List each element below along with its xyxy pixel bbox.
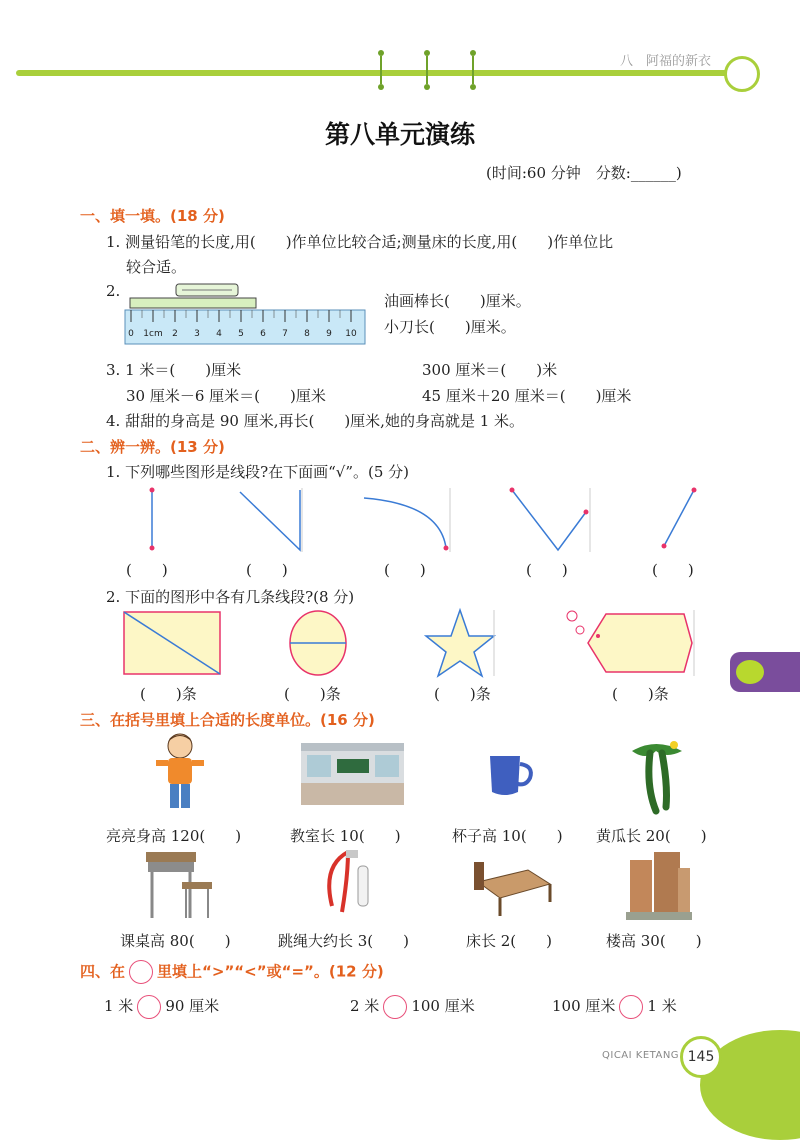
question-1-3b: 300 厘米＝( )米 [422,361,558,379]
unit-q-building: 楼高 30( ) [606,932,702,950]
unit-q-bed: 床长 2( ) [466,932,553,950]
compare-left: 1 米 [104,997,134,1015]
answer-2-2-a[interactable]: ( )条 [140,685,197,703]
unit-q-classroom: 教室长 10( ) [290,827,401,845]
question-1-2-num: 2. [106,282,121,300]
ruler-label: 5 [238,329,244,339]
section-heading-1: 一、填一填。(18 分) [80,207,225,225]
question-1-2b: 小刀长( )厘米。 [384,318,516,336]
answer-2-2-b[interactable]: ( )条 [284,685,341,703]
cucumber-image [626,737,688,815]
question-1-1: 1. 测量铅笔的长度,用( )作单位比较合适;测量床的长度,用( )作单位比 [106,233,614,251]
unit-q-cucumber: 黄瓜长 20( ) [596,827,707,845]
classroom-image [301,743,404,805]
answer-2-2-d[interactable]: ( )条 [612,685,669,703]
answer-2-1-e[interactable]: ( ) [652,561,694,579]
ruler-label: 6 [260,329,266,339]
section-heading-4 [80,960,384,984]
compare-item [104,995,219,1019]
chapter-title: 八 阿福的新衣 [620,54,712,69]
ruler-label: 1cm [143,329,163,339]
answer-2-1-c[interactable]: ( ) [384,561,426,579]
ruler-label: 2 [172,329,178,339]
compare-right: 1 米 [647,997,677,1015]
ruler-label: 4 [216,329,222,339]
question-1-1-cont: 较合适。 [126,258,187,276]
line-segment-figures [120,484,720,556]
unit-q-desk: 课桌高 80( ) [120,932,231,950]
ruler-figure [124,280,369,346]
compare-right: 90 厘米 [165,997,220,1015]
section-heading-2: 二、辨一辨。(13 分) [80,438,225,456]
compare-item [350,995,475,1019]
frog-icon [736,660,764,684]
ruler-label: 8 [304,329,310,339]
answer-2-1-b[interactable]: ( ) [246,561,288,579]
question-2-1: 1. 下列哪些图形是线段?在下面画“√”。(5 分) [106,463,410,481]
ruler-label: 10 [345,329,357,339]
unit-q-rope: 跳绳大约长 3( ) [278,932,410,950]
answer-2-2-c[interactable]: ( )条 [434,685,491,703]
section-4-heading-a: 四、在 [80,962,126,981]
jump-rope-image [318,846,380,920]
unit-q-cup: 杯子高 10( ) [452,827,563,845]
answer-2-1-a[interactable]: ( ) [126,561,168,579]
ruler-label: 3 [194,329,200,339]
cup-image [484,752,540,798]
ruler-label: 9 [326,329,332,339]
compare-left: 2 米 [350,997,380,1015]
question-1-2a: 油画棒长( )厘米。 [384,292,531,310]
compare-circle-icon [129,960,153,984]
answer-2-1-d[interactable]: ( ) [526,561,568,579]
question-2-2: 2. 下面的图形中各有几条线段?(8 分) [106,588,355,606]
desk-image [144,850,214,922]
question-1-4: 4. 甜甜的身高是 90 厘米,再长( )厘米,她的身高就是 1 米。 [106,412,525,430]
ruler-label: 0 [128,329,134,339]
count-segments-figures [118,606,698,678]
binder-peg-icon [470,50,476,90]
binder-peg-icon [378,50,384,90]
header-rule [16,70,738,76]
ruler-label: 7 [282,329,288,339]
question-1-3d: 45 厘米＋20 厘米＝( )厘米 [422,387,632,405]
compare-answer-circle[interactable] [137,995,161,1019]
mascot-icon [724,56,760,92]
question-1-3c: 30 厘米－6 厘米＝( )厘米 [126,387,326,405]
compare-right: 100 厘米 [411,997,475,1015]
page-title: 第八单元演练 [324,120,475,149]
unit-q-height: 亮亮身高 120( ) [106,827,242,845]
compare-left: 100 厘米 [552,997,616,1015]
question-1-3a: 3. 1 米＝( )厘米 [106,361,242,379]
boy-image [150,730,210,816]
compare-item [552,995,677,1019]
compare-answer-circle[interactable] [383,995,407,1019]
building-image [626,850,692,920]
compare-answer-circle[interactable] [619,995,643,1019]
section-4-heading-b: 里填上“>”“<”或“=”。(12 分) [157,962,384,981]
binder-peg-icon [424,50,430,90]
footer-label: QICAI KETANG [602,1050,680,1061]
section-heading-3: 三、在括号里填上合适的长度单位。(16 分) [80,711,375,729]
bed-image [470,854,554,920]
time-score-label: (时间:60 分钟 分数:______) [486,164,682,182]
page-number: 145 [680,1036,722,1078]
